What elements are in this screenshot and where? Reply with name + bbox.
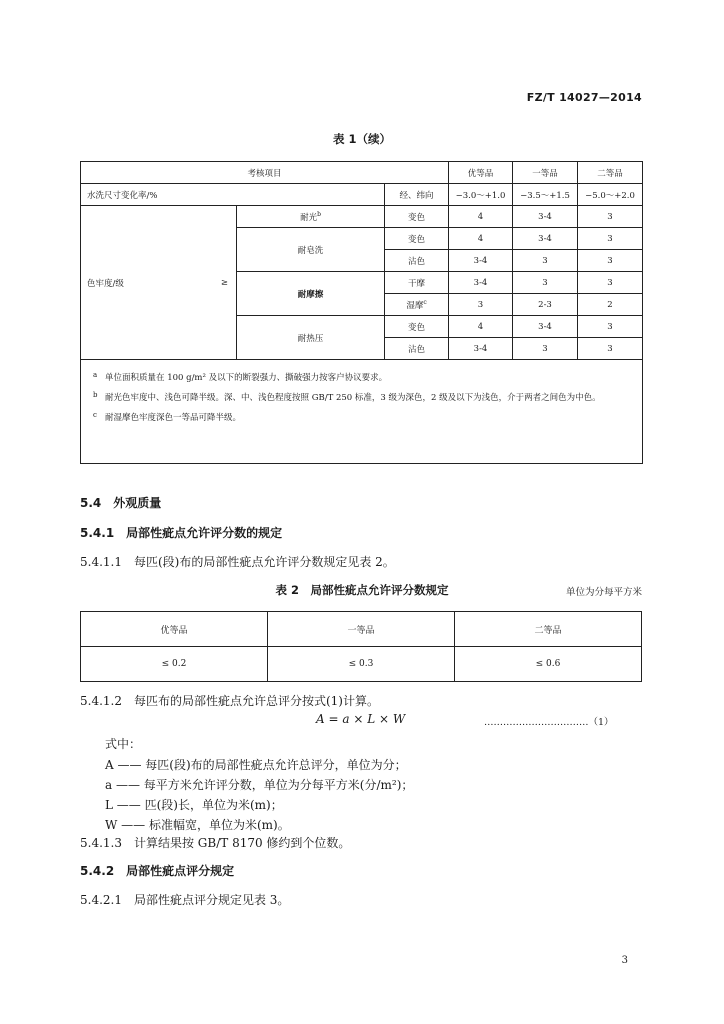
soap-sub2: 沾色 xyxy=(385,250,449,272)
rub-sub2: 湿摩 xyxy=(406,300,424,311)
section-5-4-2: 5.4.2 局部性疵点评分规定 xyxy=(80,864,235,878)
table1-header-col2: 一等品 xyxy=(513,162,578,184)
soap-label: 耐皂洗 xyxy=(237,228,385,272)
soap-b2: 3 xyxy=(513,250,578,272)
note-a xyxy=(93,368,634,388)
table2-value-3: ≤ 0.6 xyxy=(455,647,642,682)
light-v1: 4 xyxy=(449,206,513,228)
table2-caption: 表 2 局部性疵点允许评分数规定 xyxy=(275,583,449,597)
colorfast-label: 色牢度/级 xyxy=(87,278,124,289)
def-a: a —— 每平方米允许评分数，单位为分每平方米(分/m²)； xyxy=(105,778,414,792)
rub-label: 耐摩擦 xyxy=(237,272,385,316)
heat-b2: 3 xyxy=(513,338,578,360)
section-5-4: 5.4 外观质量 xyxy=(80,496,162,510)
note-a-text: 单位面积质量在 100 g/m² 及以下的断裂强力、撕破强力按客户协议要求。 xyxy=(105,373,388,383)
rub-sub1: 干摩 xyxy=(385,272,449,294)
heat-sub1: 变色 xyxy=(385,316,449,338)
note-b-text: 耐光色牢度中、浅色可降半级。深、中、浅色程度按照 GB/T 250 标准，3 级为深色，2 级及以下为浅色，介于两者之间色为中色。 xyxy=(105,393,601,403)
section-5-4-1-2: 5.4.1.2 每匹布的局部性疵点允许总评分按式(1)计算。 xyxy=(80,694,379,708)
heat-label: 耐热压 xyxy=(237,316,385,360)
light-sup: b xyxy=(317,210,321,218)
table2-unit: 单位为分每平方米 xyxy=(565,587,642,598)
shrinkage-v2: −3.5～+1.5 xyxy=(513,184,578,206)
shrinkage-v1: −3.0～+1.0 xyxy=(449,184,513,206)
table2-value-2: ≤ 0.3 xyxy=(268,647,455,682)
table1-caption: 表 1（续） xyxy=(332,132,391,146)
table2 xyxy=(80,611,642,682)
section-5-4-1: 5.4.1 局部性疵点允许评分数的规定 xyxy=(80,526,283,540)
table2-header-2: 一等品 xyxy=(268,612,455,647)
table2-header-1: 优等品 xyxy=(81,612,268,647)
section-5-4-1-1: 5.4.1.1 每匹(段)布的局部性疵点允许评分数规定见表 2。 xyxy=(80,555,395,569)
soap-b1: 3-4 xyxy=(449,250,513,272)
note-a-mark: a xyxy=(93,371,98,379)
def-W: W —— 标准幅宽，单位为米(m)。 xyxy=(105,818,290,832)
soap-a2: 3-4 xyxy=(513,228,578,250)
rub-sub2-cell xyxy=(385,294,449,316)
where-label: 式中： xyxy=(105,737,142,751)
heat-a1: 4 xyxy=(449,316,513,338)
formula-number: ……………………………（1） xyxy=(484,717,614,728)
shrinkage-v3: −5.0～+2.0 xyxy=(578,184,643,206)
rub-a3: 3 xyxy=(578,272,643,294)
table2-value-1: ≤ 0.2 xyxy=(81,647,268,682)
standard-code: FZ/T 14027—2014 xyxy=(526,91,642,104)
page-number: 3 xyxy=(621,955,628,966)
note-b-mark: b xyxy=(93,391,98,399)
heat-a2: 3-4 xyxy=(513,316,578,338)
formula: A = a × L × W xyxy=(316,712,406,726)
colorfast-ge: ≥ xyxy=(220,277,228,288)
heat-b3: 3 xyxy=(578,338,643,360)
light-label-cell xyxy=(237,206,385,228)
soap-a3: 3 xyxy=(578,228,643,250)
note-c xyxy=(93,408,634,428)
rub-b3: 2 xyxy=(578,294,643,316)
def-L: L —— 匹(段)长，单位为米(m)； xyxy=(105,798,283,812)
soap-a1: 4 xyxy=(449,228,513,250)
table1-header-col1: 优等品 xyxy=(449,162,513,184)
shrinkage-label: 水洗尺寸变化率/% xyxy=(81,184,385,206)
def-A: A —— 每匹(段)布的局部性疵点允许总评分，单位为分； xyxy=(105,758,407,772)
table1-header-col3: 二等品 xyxy=(578,162,643,184)
heat-a3: 3 xyxy=(578,316,643,338)
note-c-text: 耐湿摩色牢度深色一等品可降半级。 xyxy=(105,413,242,423)
table1-header-item: 考核项目 xyxy=(81,162,449,184)
note-c-mark: c xyxy=(93,411,97,419)
section-5-4-1-3: 5.4.1.3 计算结果按 GB/T 8170 修约到个位数。 xyxy=(80,836,351,850)
rub-b1: 3 xyxy=(449,294,513,316)
table2-header-3: 二等品 xyxy=(455,612,642,647)
rub-a1: 3-4 xyxy=(449,272,513,294)
shrinkage-sub: 经、纬向 xyxy=(385,184,449,206)
rub-sup2: c xyxy=(423,298,427,306)
colorfast-label-cell xyxy=(81,206,237,360)
table1 xyxy=(80,161,643,464)
soap-b3: 3 xyxy=(578,250,643,272)
soap-sub1: 变色 xyxy=(385,228,449,250)
light-v3: 3 xyxy=(578,206,643,228)
rub-a2: 3 xyxy=(513,272,578,294)
section-5-4-2-1: 5.4.2.1 局部性疵点评分规定见表 3。 xyxy=(80,893,290,907)
note-b xyxy=(93,388,634,408)
heat-b1: 3-4 xyxy=(449,338,513,360)
light-label: 耐光 xyxy=(300,212,318,223)
table1-notes xyxy=(81,360,643,464)
rub-b2: 2-3 xyxy=(513,294,578,316)
light-v2: 3-4 xyxy=(513,206,578,228)
light-sub: 变色 xyxy=(385,206,449,228)
heat-sub2: 沾色 xyxy=(385,338,449,360)
